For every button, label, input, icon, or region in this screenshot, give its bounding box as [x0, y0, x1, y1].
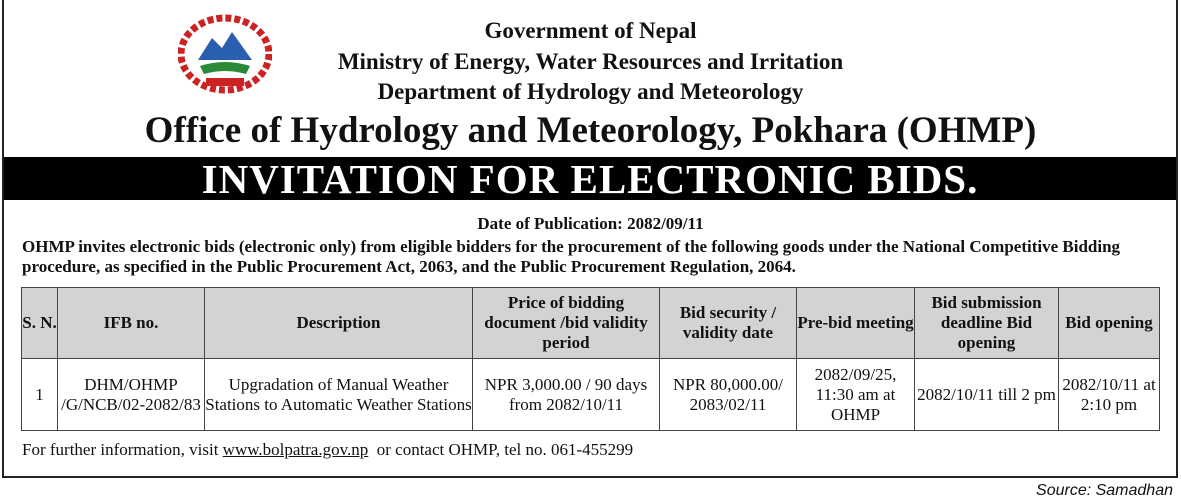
office-title: Office of Hydrology and Meteorology, Pokhara (OHMP): [144, 110, 1037, 151]
ministry-line: Ministry of Energy, Water Resources and Irritation: [337, 49, 844, 74]
government-line: Government of Nepal: [484, 18, 697, 43]
col-ifb: IFB no.: [58, 288, 205, 359]
cell-deadline: 2082/10/11 till 2 pm: [915, 359, 1059, 431]
table-row: [22, 359, 1160, 431]
source-credit: Source: Samadhan: [1036, 482, 1173, 499]
col-price: Price of bidding document /bid validity period: [473, 288, 660, 359]
col-sn: S. N.: [22, 288, 58, 359]
publication-date: Date of Publication: 2082/09/11: [477, 214, 704, 233]
cell-ifb: DHM/OHMP /G/NCB/02-2082/83: [58, 359, 205, 431]
bid-table: [21, 287, 1160, 431]
col-opening: Bid opening: [1059, 288, 1160, 359]
table-header-row: [22, 288, 1160, 359]
cell-description: Upgradation of Manual Weather Stations to Automatic Weather Stations: [205, 359, 473, 431]
cell-price: NPR 3,000.00 / 90 days from 2082/10/11: [473, 359, 660, 431]
bolpatra-link[interactable]: www.bolpatra.gov.np: [222, 440, 369, 459]
intro-paragraph: OHMP invites electronic bids (electronic only) from eligible bidders for the procurement of the following goods under the National Competitive Bidding procedure, as specified in the Public Procurement Act, 2063, and the Public Procurement Regulation, 2064.: [22, 237, 1121, 276]
cell-opening: 2082/10/11 at 2:10 pm: [1059, 359, 1160, 431]
footer-info: [22, 440, 633, 460]
cell-security: NPR 80,000.00/ 2083/02/11: [660, 359, 797, 431]
col-description: Description: [205, 288, 473, 359]
department-line: Department of Hydrology and Meteorology: [377, 79, 804, 104]
cell-sn: 1: [22, 359, 58, 431]
cell-prebid: 2082/09/25, 11:30 am at OHMP: [797, 359, 915, 431]
col-prebid: Pre-bid meeting: [797, 288, 915, 359]
footer-suffix: or contact OHMP, tel no. 061-455299: [368, 440, 634, 459]
col-deadline: Bid submission deadline Bid opening: [915, 288, 1059, 359]
col-security: Bid security / validity date: [660, 288, 797, 359]
invitation-banner: INVITATION FOR ELECTRONIC BIDS.: [4, 157, 1176, 200]
footer-prefix: For further information, visit: [22, 440, 223, 459]
